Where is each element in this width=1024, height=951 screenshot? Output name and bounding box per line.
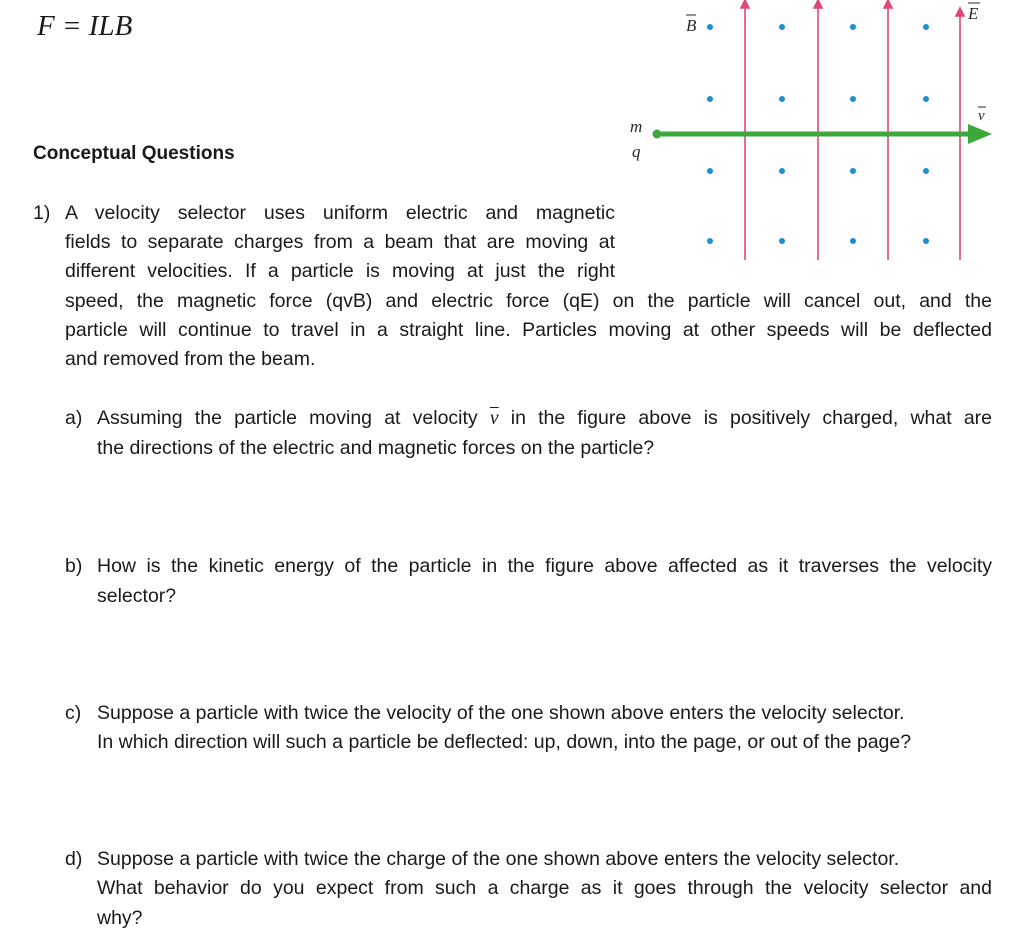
b-dot <box>923 96 929 102</box>
b-dot <box>850 168 856 174</box>
b-dot <box>779 24 785 30</box>
velocity-selector-figure <box>610 0 1010 270</box>
question-line: speed, the magnetic force (qvB) and electric force (qE) on the particle will cancel out, and the <box>65 290 992 312</box>
b-dot <box>850 24 856 30</box>
b-dot <box>923 238 929 244</box>
b-dot <box>707 96 713 102</box>
subquestion-c-letter: c) <box>65 702 82 724</box>
subquestion-b-line1: How is the kinetic energy of the particle in the figure above affected as it traverses the velocity <box>97 555 992 577</box>
question-line: different velocities. If a particle is moving at just the right <box>65 260 615 282</box>
subquestion-a-letter: a) <box>65 407 83 429</box>
question-line: particle will continue to travel in a straight line. Particles moving at other speeds will be deflected <box>65 319 992 341</box>
e-field-label: E <box>968 4 979 23</box>
subquestion-b-letter: b) <box>65 555 83 577</box>
question-line: fields to separate charges from a beam that are moving at <box>65 231 615 253</box>
b-dot <box>923 168 929 174</box>
e-arrow-head <box>884 0 892 8</box>
e-arrow-head <box>956 8 964 16</box>
subquestion-d-letter: d) <box>65 848 83 870</box>
b-dot <box>779 96 785 102</box>
b-field-label: B <box>686 16 697 35</box>
b-dot <box>707 168 713 174</box>
question-number: 1) <box>33 202 51 224</box>
b-dot <box>850 96 856 102</box>
b-dot <box>923 24 929 30</box>
subquestion-a-line2: the directions of the electric and magnetic forces on the particle? <box>97 437 655 459</box>
e-field-lines <box>741 0 964 260</box>
v-label: v <box>978 108 985 124</box>
subquestion-d-line3: why? <box>97 907 143 929</box>
velocity-symbol: $\overline{v}$ <box>489 408 499 429</box>
subquestion-d-line1: Suppose a particle with twice the charge of the one shown above enters the velocity selector. <box>97 848 900 870</box>
subquestion-c-line2: In which direction will such a particle be deflected: up, down, into the page, or out of the page? <box>97 731 912 753</box>
b-dot <box>779 238 785 244</box>
e-arrow-head <box>814 0 822 8</box>
subquestion-a-line1 <box>97 407 992 430</box>
b-dot <box>707 24 713 30</box>
question-line: and removed from the beam. <box>65 348 316 370</box>
b-dot <box>850 238 856 244</box>
subquestion-b-line2: selector? <box>97 585 177 607</box>
b-dot <box>707 238 713 244</box>
subquestion-d-line2: What behavior do you expect from such a charge as it goes through the velocity selector and <box>97 877 992 899</box>
subq-a-text-pre: Assuming the particle moving at velocity <box>97 407 478 429</box>
question-line: A velocity selector uses uniform electric and magnetic <box>65 202 615 224</box>
e-arrow-head <box>741 0 749 8</box>
velocity-arrow <box>653 124 993 144</box>
b-dot <box>779 168 785 174</box>
section-heading: Conceptual Questions <box>33 143 235 164</box>
mass-label: m <box>630 117 643 136</box>
subq-a-text-post: in the figure above is positively charged, what are <box>510 407 993 429</box>
formula: F = ILB <box>37 10 133 42</box>
subquestion-c-line1: Suppose a particle with twice the velocity of the one shown above enters the velocity selector. <box>97 702 905 724</box>
charge-label: q <box>632 142 641 161</box>
